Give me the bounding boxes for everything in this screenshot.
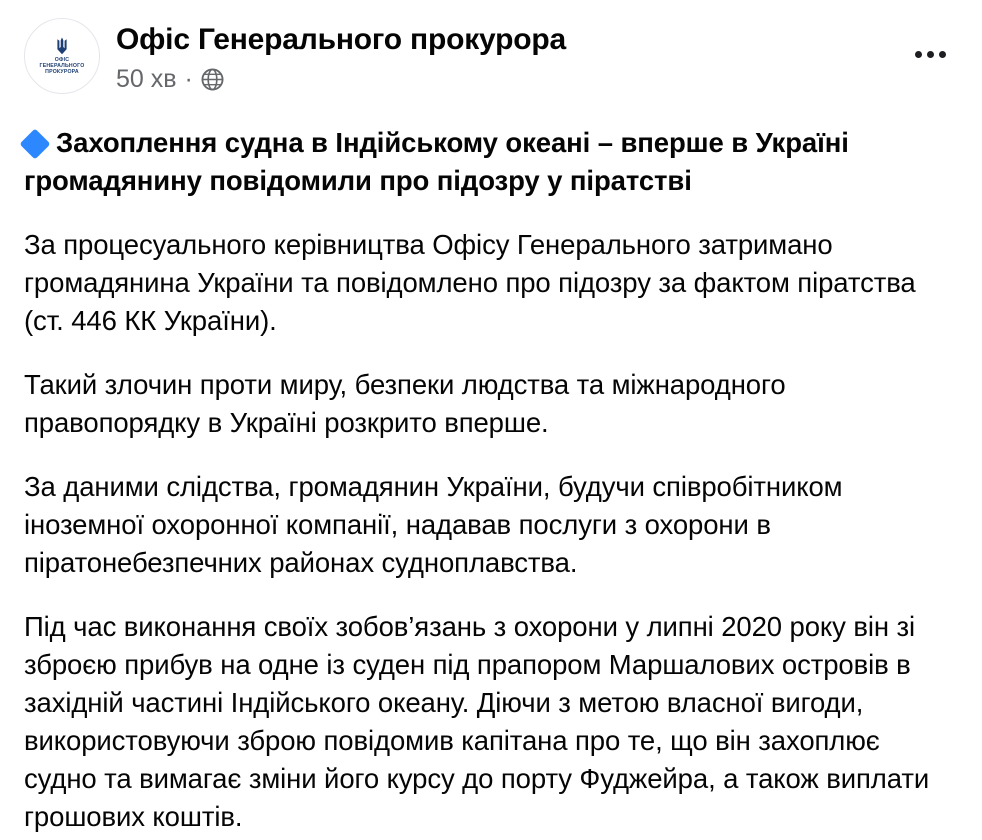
post-options-button[interactable] [908,40,952,68]
ukraine-trident-crest-icon [55,37,69,55]
post-paragraph: Під час виконання своїх зобов’язань з охорони у липні 2020 року він зі зброєю прибув на одне із суден під прапором Маршалових островів в західній частині Індійського океану. Діючи з метою власної вигоди, використовуючи зброю повідомив капітана про те, що він захоплює судно та вимагає зміни його курсу до порту Фуджейра, а також виплати грошових коштів. [24,611,930,832]
post-headline-text: Захоплення судна в Індійському океані – вперше в Україні громадянину повідомили про підозру у піратстві [24,127,849,196]
avatar[interactable] [24,18,100,94]
page-name[interactable]: Офіс Генерального прокурора [116,23,566,56]
ellipsis-dot [927,51,934,58]
post-paragraph: За процесуального керівництва Офісу Генерального затримано громадянина України та повідомлено про підозру за фактом піратства (ст. 446 КК України). [24,229,916,336]
post-paragraph-headline [24,124,958,200]
globe-icon[interactable] [201,68,224,91]
meta-separator: · [184,65,193,93]
avatar-line-1: ОФІС [54,56,70,63]
post-meta [116,64,566,94]
avatar-line-2: ГЕНЕРАЛЬНОГО [39,62,85,69]
ellipsis-dot [915,51,922,58]
ellipsis-dot [939,51,946,58]
post-paragraph: Такий злочин проти миру, безпеки людства та міжнародного правопорядку в Україні розкрито вперше. [24,369,786,438]
post-body [24,124,958,836]
post-header-text [116,18,566,94]
avatar-line-3: ПРОКУРОРА [45,69,79,76]
post-header [24,18,958,98]
post-timestamp[interactable]: 50 хв [116,65,177,93]
post-paragraph: За даними слідства, громадянин України, будучи співробітником іноземної охоронної компанії, надавав послуги з охорони в піратонебезпечних районах судноплавства. [24,471,843,578]
blue-diamond-icon [19,128,50,159]
